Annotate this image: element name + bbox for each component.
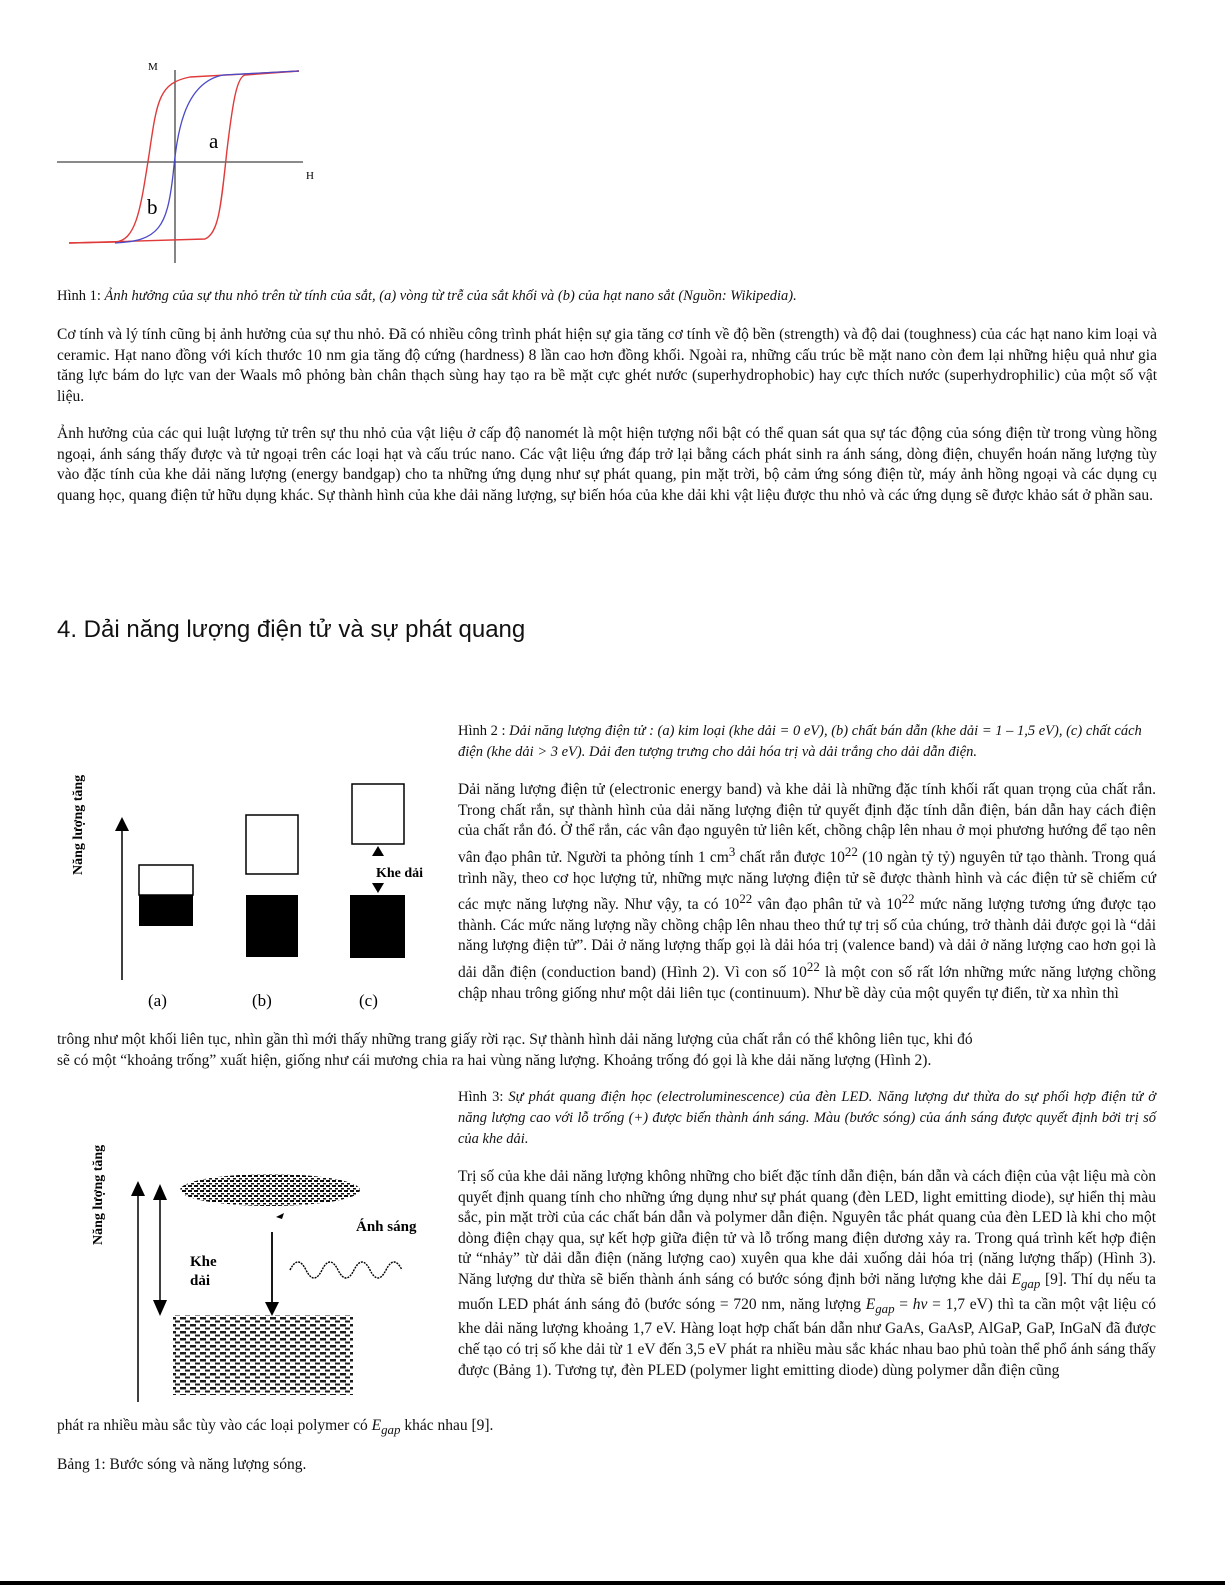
electron-marker xyxy=(276,1213,284,1219)
figure-2-caption: Hình 2 : Dải năng lượng điện tử : (a) kim loại (khe dải = 0 eV), (b) chất bán dẫn (khe dải = 1 – 1,5 eV), (c) chất cách điện (khe dải > 3 eV). Dải đen tượng trưng cho dải hóa trị và dải trắng cho dải dẫn điện. xyxy=(458,723,1142,760)
gap-arrow-up-head xyxy=(153,1184,167,1200)
paragraph-3-full-line-2: sẽ có một “khoảng trống” xuất hiện, giống như cái mương chia ra hai vùng năng lượng. Khoảng trống đó gọi là khe dải năng lượng (Hình 2). xyxy=(57,1052,932,1069)
gap-label-line-2: dải xyxy=(190,1273,211,1289)
figure-1-hysteresis-chart xyxy=(55,55,325,265)
label-b: b xyxy=(147,195,158,219)
valence-band-holes xyxy=(173,1315,353,1395)
gap-label-line-1: Khe xyxy=(190,1254,217,1270)
loop-a-lower-branch xyxy=(69,71,299,243)
paragraph-1: Cơ tính và lý tính cũng bị ảnh hưởng của sự thu nhỏ. Đã có nhiều công trình phát hiện sự gia tăng cơ tính về độ bền (strength) và độ dai (toughness) của các hạt nano kim loại và ceramic. Hạt nano đồng với kích thước 10 nm gia tăng độ cứng (hardness) 8 lần cao hơn đồng khối. Ngoài ra, những cấu trúc bề mặt nano còn đem lại những hiệu quả như gia tăng lực bám do lực van der Waals mô phỏng bàn chân thạch sùng hay tạo ra bề mặt cực ghét nước (superhydrophobic) hay cực thích nước (superhydrophilic) của một số vật liệu. xyxy=(57,326,1157,405)
gap-label: Khe dải xyxy=(376,866,424,881)
fig3-y-axis-label: Năng lượng tăng xyxy=(91,1144,106,1245)
fig2-energy-arrow-head xyxy=(115,817,129,831)
gap-arrow-down-head xyxy=(153,1300,167,1316)
label-a: a xyxy=(209,129,219,153)
figure-2-caption-text: Dải năng lượng điện tử : (a) kim loại (khe dải = 0 eV), (b) chất bán dẫn (khe dải = 1 – 1,5 eV), (c) chất cách điện (khe dải > 3 eV). Dải đen tượng trưng cho dải hóa trị và dải trắng cho dải dẫn điện. xyxy=(458,723,1142,760)
paragraph-2: Ảnh hưởng của các qui luật lượng tử trên sự thu nhỏ của vật liệu ở cấp độ nanomét là một hiện tượng nổi bật có thể quan sát qua sự tác động của sóng điện từ trong vùng hồng ngoại, ánh sáng thấy được và tử ngoại trên các loại hạt và cấu trúc nano. Các vật liệu ứng đáp trở lại bằng cách phát sinh ra ánh sáng, dòng điện, chuyển hoán năng lượng tùy vào đặc tính của khe dải năng lượng (energy bandgap) cho ta những ứng dụng như sự phát quang, pin mặt trời, bộ cảm ứng sóng điện từ, máy ảnh hồng ngoại và các dụng cụ quang học, quang điện tử hữu dụng khác. Sự thành hình của khe dải năng lượng, sự biến hóa của khe dải khi vật liệu được thu nhỏ và các ứng dụng sẽ được khảo sát ở phần sau. xyxy=(57,425,1157,504)
paragraph-3-full-line-1: trông như một khối liên tục, nhìn gần thì mới thấy những trang giấy rời rạc. Sự thành hình dải năng lượng của chất rắn có thể không liên tục, khi đó xyxy=(57,1031,973,1048)
gap-arrow-down xyxy=(372,883,384,893)
light-wave xyxy=(290,1262,402,1278)
panel-label-c: (c) xyxy=(359,991,378,1010)
metal-valence-band xyxy=(139,895,193,926)
insulator-conduction-band xyxy=(352,784,404,844)
paragraph-3-column: Dải năng lượng điện tử (electronic energy band) và khe dải là những đặc tính khối rất quan trọng của chất rắn. Trong chất rắn, sự thành hình của dải năng lượng điện tử quyết định đặc tính dẫn điện, bán dẫn hay cách điện của chất rắn đó. Ở thể rắn, các vân đạo nguyên tử liên kết, chồng chập lên nhau ở mọi phương hướng để tạo nên vân đạo phân tử. Người ta phỏng tính 1 $cm^3$ chất rắn được $10^{22}$ (10 ngàn tỷ tỷ) nguyên tử tạo thành. Trong quá trình nầy, theo cơ học lượng tử, những mực năng lượng điện tử sẽ được thành hình và các điện tử sẽ chiếm cứ các mực năng lượng nầy. Như vậy, ta có $10^{22}$ vân đạo phân tử và $10^{22}$ mức năng lượng tương ứng được tạo thành. Các mức năng lượng nầy chồng chập lên nhau theo thứ tự trị số của chúng, trở thành dải được gọi là “dải năng lượng điện tử”. Dải ở năng lượng thấp gọi là dải hóa trị (valence band) và dải ở năng lượng cao hơn gọi là dải dẫn điện (conduction band) (Hình 2). Vì con số $10^{22}$ là một con số rất lớn những mức năng lượng chồng chập nhau trông giống như một dải liên tục (continuum). Như bề dày của một quyển tự điển, từ xa nhìn thì xyxy=(458,781,1156,1002)
light-label: Ánh sáng xyxy=(356,1219,417,1235)
loop-a-upper-branch xyxy=(69,71,299,243)
figure-1-caption: Hình 1: Ảnh hưởng của sự thu nhỏ trên từ tính của sắt, (a) vòng từ trễ của sắt khối và (b) của hạt nano sắt (Nguồn: Wikipedia). xyxy=(57,288,797,304)
figure-3-led-electroluminescence xyxy=(80,1120,445,1405)
paragraph-4-column: Trị số của khe dải năng lượng không những cho biết đặc tính dẫn điện, bán dẫn và cách điện của vật liệu mà còn quyết định quang tính cho những ứng dụng như sự phát quang (đèn LED, light emitting diode), sự hiển thị màu sắc, pin mặt trời của các chất bán dẫn và polymer dẫn điện. Nguyên tắc phát quang của đèn LED là khi cho một dòng điện chạy qua, sự kết hợp giữa điện tử và lỗ trống mang điện dương xảy ra. Trong quá trình kết hợp điện tử “nhảy” từ dải dẫn điện (năng lượng cao) xuyên qua khe dải xuống dải hóa trị (năng lượng thấp) (Hình 3). Năng lượng dư thừa sẽ biến thành ánh sáng có bước sóng định bởi năng lượng khe dải $E_{gap}$ [9]. Thí dụ nếu ta muốn LED phát ánh sáng đỏ (bước sóng = 720 nm, năng lượng $E_{gap} = h\nu = 1,7$ eV) thì ta cần một vật liệu có khe dải năng lượng khoảng 1,7 eV. Hàng loạt hợp chất bán dẫn như GaAs, GaAsP, AlGaP, GaP, InGaN đã được chế tạo có trị số khe dải từ 1 eV đến 3,5 eV phát ra nhiều màu sắc khác nhau bao phủ toàn thể phổ ánh sáng thấy được (Bảng 1). Tương tự, đèn PLED (polymer light emitting diode) dùng polymer dẫn điện cũng xyxy=(458,1168,1156,1379)
figure-2-energy-bands xyxy=(60,735,445,1025)
insulator-valence-band xyxy=(350,895,405,958)
table-1-caption: Bảng 1: Bước sóng và năng lượng sóng. xyxy=(57,1456,307,1473)
gap-arrow-up xyxy=(372,846,384,856)
section-4-title: 4. Dải năng lượng điện tử và sự phát quang xyxy=(57,616,526,643)
m-axis-label: M xyxy=(148,61,158,73)
panel-label-a: (a) xyxy=(148,991,167,1010)
page-bottom-rule xyxy=(0,1581,1225,1585)
metal-conduction-band xyxy=(139,865,193,895)
conduction-band-electrons xyxy=(180,1174,360,1206)
figure-3-caption-text: Sự phát quang điện học (electroluminescence) của đèn LED. Năng lượng dư thừa do sự phối hợp điện tử ở năng lượng cao với lỗ trống (+) được biến thành ánh sáng. Màu (bước sóng) của ánh sáng được quyết định bởi trị số của khe dải. xyxy=(458,1089,1157,1147)
semiconductor-conduction-band xyxy=(246,815,298,874)
figure-3-caption: Hình 3: Sự phát quang điện học (electroluminescence) của đèn LED. Năng lượng dư thừa do sự phối hợp điện tử ở năng lượng cao với lỗ trống (+) được biến thành ánh sáng. Màu (bước sóng) của ánh sáng được quyết định bởi trị số của khe dải. xyxy=(458,1089,1157,1147)
electron-transition-arrow-head xyxy=(265,1302,279,1316)
figure-1-caption-text: Ảnh hưởng của sự thu nhỏ trên từ tính của sắt, (a) vòng từ trễ của sắt khối và (b) của hạt nano sắt (Nguồn: Wikipedia). xyxy=(104,288,797,304)
semiconductor-valence-band xyxy=(246,895,298,957)
h-axis-label: H xyxy=(306,170,314,182)
curve-b xyxy=(115,71,299,243)
fig2-y-axis-label: Năng lượng tăng xyxy=(71,774,86,875)
paragraph-4-full-line: phát ra nhiều màu sắc tùy vào các loại polymer có $E_{gap}$ khác nhau [9]. xyxy=(57,1417,494,1438)
fig3-energy-arrow-head xyxy=(131,1181,145,1196)
panel-label-b: (b) xyxy=(252,991,272,1010)
